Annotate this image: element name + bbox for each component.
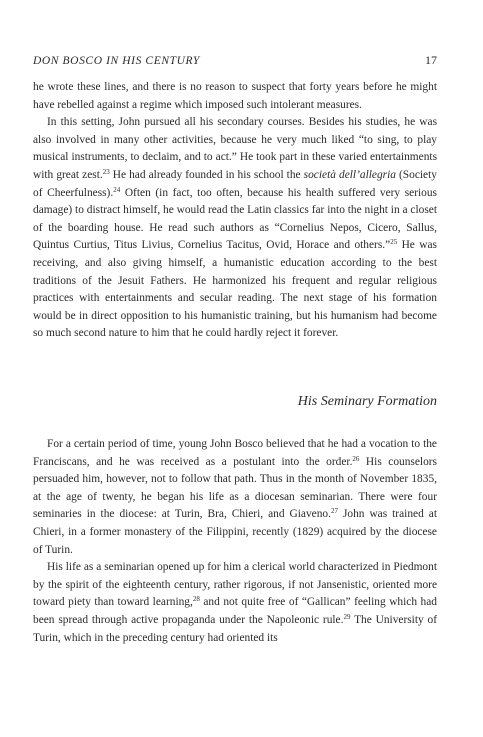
footnote-marker: 26 [352, 454, 360, 463]
paragraph: he wrote these lines, and there is no reason to suspect that forty years before he might have rebelled against a regime which imposed such intolerant measures. [33, 81, 437, 111]
footnote-marker: 23 [102, 167, 110, 176]
paragraph: In this setting, John pursued all his secondary courses. Besides his studies, he was also involved in many other activities, because he very much liked “to sing, to play musical instruments, to declaim, and to act.” He took part in these varied entertainments with great zest.$^{23}$ He had already founded in his school the società dell’allegria (Society of Cheerfulness).$^{24}$ Often (in fact, too often, because his health suffered very serious damage) to distract himself, he would read the Latin classics far into the night in a closet of the boarding house. He read such authors as “Cornelius Nepos, Cicero, Sallus, Quintus Curtius, Titus Livius, Cornelius Tacitus, Ovid, Horace and others.”$^{25}$ He was receiving, and also giving himself, a humanistic education according to the best traditions of the Jesuit Fathers. He harmonized his frequent and regular religious practices with entertainments and secular reading. The next stage of his formation would be in direct opposition to his humanistic training, but his humanism had become so much second nature to him that he could hardly reject it forever. [33, 116, 437, 340]
running-title: DON BOSCO IN HIS CENTURY [33, 55, 200, 67]
footnote-marker: 27 [330, 507, 338, 516]
paragraph: His life as a seminarian opened up for him a clerical world characterized in Piedmont by the spirit of the eighteenth century, rather rigorous, if not Jansenistic, oriented more toward piety than toward learning,$^{28}$ and not quite free of “Gallican” feeling which had been spread through active propaganda under the Napoleonic rule.$^{29}$ The University of Turin, which in the preceding century had oriented its [33, 561, 438, 644]
section-heading: His Seminary Formation [297, 394, 437, 409]
footnote-marker: 25 [390, 238, 398, 247]
section-two-text [33, 436, 437, 647]
paragraph: For a certain period of time, young John Bosco believed that he had a vocation to the Franciscans, and he was received as a postulant into the order.$^{26}$ His counselors persuaded him, however, not to follow that path. Thus in the month of November 1835, at the age of twenty, he began his life as a diocesan seminarian. There were four seminaries in the diocese: at Turin, Bra, Chieri, and Giaveno.$^{27}$ John was trained at Chieri, in a former monastery of the Filippini, recently (1829) acquired by the diocese of Turin. [33, 438, 437, 556]
footnote-marker: 29 [343, 612, 351, 621]
footnote-marker: 28 [192, 595, 200, 604]
page-header [33, 53, 437, 69]
section-one-text [33, 79, 437, 343]
page-number: 17 [425, 53, 437, 67]
footnote-marker: 24 [113, 185, 121, 194]
italic-term: società dell’allegria [303, 168, 396, 181]
